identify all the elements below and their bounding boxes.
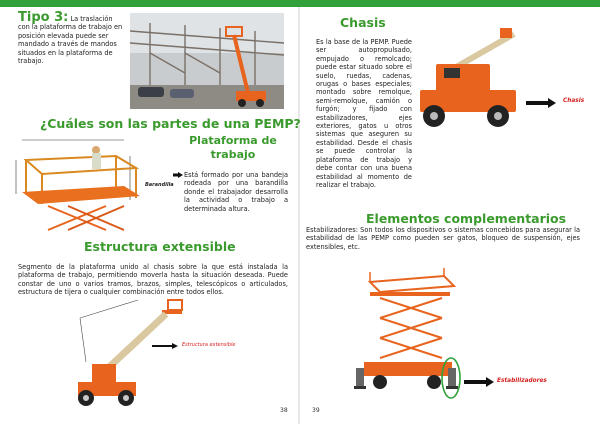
plataforma-heading	[178, 134, 288, 162]
stabilizer-scissor-image	[350, 268, 462, 408]
barandilla-label-group	[145, 171, 174, 190]
barandilla-label: Barandilla	[145, 182, 174, 188]
plataforma-heading-text: Plataforma de trabajo	[189, 134, 277, 161]
estructura-label: Estructura extensible	[182, 342, 236, 348]
parts-heading: ¿Cuáles son las partes de una PEMP?	[40, 116, 301, 131]
estabilizadores-label: Estabilizadores	[497, 378, 547, 384]
tipo3-paragraph	[18, 10, 126, 66]
chasis-arrow	[526, 98, 556, 108]
right-page-number: 39	[312, 407, 320, 414]
chassis-image	[414, 20, 518, 136]
scissor-platform-image	[12, 134, 144, 234]
estructura-heading: Estructura extensible	[84, 239, 236, 254]
chasis-text: Es la base de la PEMP. Puede ser autopropulsado, empujado o remolcado; puede estar situado sobre el suelo, ruedas, cadenas, orugas o bases especiales; montado sobre remolque, semi-remolque, camión o furgón; y fijado con estabilizadores, ejes exteriores, gatos u otros sistemas que aseguren su estabilidad. Desde el chasis se puede controlar la plataforma de trabajo y debe contar con una buena estabilidad al momento de realizar el trabajo.	[316, 38, 412, 189]
boom-lift-image	[66, 298, 196, 410]
tipo3-label: Tipo 3:	[18, 10, 69, 25]
page-gutter	[298, 7, 300, 424]
construction-photo	[130, 13, 284, 109]
elementos-heading: Elementos complementarios	[366, 211, 567, 226]
chasis-label: Chasis	[563, 98, 585, 104]
top-green-bar	[0, 0, 600, 7]
estabilizadores-arrow	[464, 377, 494, 387]
estructura-label-arrow	[152, 343, 178, 349]
plataforma-text: Está formado por una bandeja rodeada por una barandilla donde el trabajador desarrolla la actividad o trabajo a determinada altura.	[184, 171, 288, 213]
elementos-text: Estabilizadores: Son todos los dispositivos o sistemas concebidos para asegurar la estabilidad de las PEMP como pueden ser gatos, bloqueo de suspensión, ejes extensibles, etc.	[306, 226, 580, 251]
left-page-number: 38	[280, 407, 288, 414]
tipo3-text: La traslación con la plataforma de trabajo en posición elevada puede ser mandado a través de mandos situados en la plataforma de trabajo.	[18, 15, 123, 66]
barandilla-arrow	[173, 172, 183, 178]
chasis-heading: Chasis	[340, 15, 386, 30]
estructura-text: Segmento de la plataforma unido al chasis sobre la que está instalada la plataforma de trabajo, permitiendo moverla hasta la situación deseada. Puede constar de uno o varios tramos, brazos, simples, telescópicos o articulados, estructura de tijera o cualquier combinación entre todos ellos.	[18, 263, 288, 297]
